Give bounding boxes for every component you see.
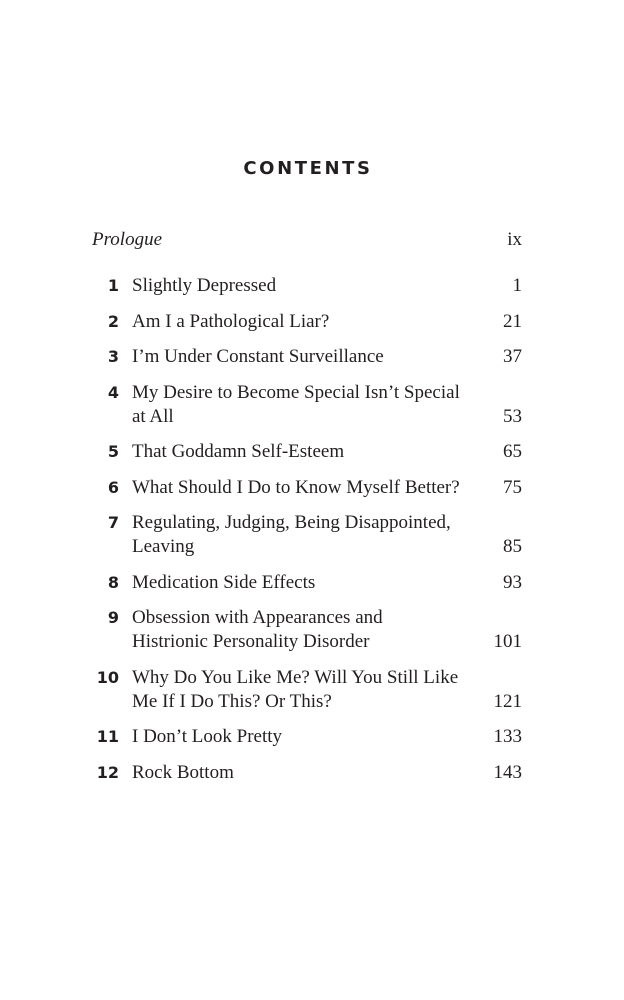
chapter-page-number: 37 xyxy=(503,346,522,367)
chapter-title xyxy=(132,345,484,369)
chapter-page-number: 1 xyxy=(512,275,522,296)
chapter-number: 1 xyxy=(107,276,119,295)
chapter-title xyxy=(132,725,484,749)
chapter-title-line: at All xyxy=(132,405,174,427)
chapter-title-line: Histrionic Personality Disorder xyxy=(132,631,370,652)
chapter-page-number: 133 xyxy=(493,726,522,747)
chapter-title-line: Slightly Depressed xyxy=(132,275,277,296)
toc-entry-chapter[interactable] xyxy=(92,571,524,595)
chapter-title xyxy=(132,310,484,334)
toc-entry-chapter[interactable] xyxy=(92,274,524,298)
chapter-title-line: I Don’t Look Pretty xyxy=(132,726,283,747)
chapter-number: 8 xyxy=(107,572,119,592)
chapter-page-number: 85 xyxy=(503,536,522,557)
chapter-title-line: What Should I Do to Know Myself Better? xyxy=(132,476,460,498)
prologue-page-number: ix xyxy=(507,229,522,250)
chapter-page-number: 121 xyxy=(493,690,522,712)
chapter-title-line: Am I a Pathological Liar? xyxy=(132,310,330,332)
chapter-number: 4 xyxy=(107,382,119,402)
chapter-page-number: 143 xyxy=(493,761,522,783)
contents-heading: CONTENTS xyxy=(243,158,373,179)
chapter-title xyxy=(132,274,484,298)
toc-entry-chapter[interactable] xyxy=(92,381,524,429)
chapter-title xyxy=(132,666,484,714)
chapter-title-line: Rock Bottom xyxy=(132,761,234,783)
chapter-number: 2 xyxy=(107,311,119,331)
chapter-title-line: Medication Side Effects xyxy=(132,571,316,593)
chapter-title-line: Me If I Do This? Or This? xyxy=(132,690,332,712)
chapter-page-number: 101 xyxy=(493,631,522,652)
chapter-page-number: 53 xyxy=(503,405,522,427)
chapter-title-line: Regulating, Judging, Being Disappointed, xyxy=(132,512,451,533)
chapter-number: 10 xyxy=(96,667,119,687)
chapter-number: 11 xyxy=(96,727,119,746)
chapter-title-line: I’m Under Constant Surveillance xyxy=(132,346,384,367)
prologue-title: Prologue xyxy=(92,229,163,250)
chapter-number: 12 xyxy=(96,762,119,782)
chapter-number: 3 xyxy=(107,347,119,366)
chapter-title xyxy=(132,381,484,429)
chapter-title xyxy=(132,571,484,595)
chapter-title xyxy=(132,606,484,654)
toc-entry-chapter[interactable] xyxy=(92,666,524,714)
chapter-title xyxy=(132,761,484,785)
toc-entry-chapter[interactable] xyxy=(92,606,524,654)
chapter-page-number: 93 xyxy=(503,571,522,593)
chapter-title-line: Obsession with Appearances and xyxy=(132,607,383,628)
toc-entry-chapter[interactable] xyxy=(92,345,524,369)
chapter-title-line: Leaving xyxy=(132,536,195,557)
chapter-title-line: Why Do You Like Me? Will You Still Like xyxy=(132,666,459,688)
toc-entry-chapter[interactable] xyxy=(92,476,524,500)
chapter-number: 5 xyxy=(107,442,119,461)
chapter-title-line: My Desire to Become Special Isn’t Special xyxy=(132,381,460,403)
chapter-title xyxy=(132,440,484,464)
toc-entry-chapter[interactable] xyxy=(92,761,524,785)
chapter-page-number: 65 xyxy=(503,441,522,462)
chapter-page-number: 75 xyxy=(503,476,522,498)
toc-entry-chapter[interactable] xyxy=(92,511,524,559)
toc-entry-chapter[interactable] xyxy=(92,440,524,464)
toc-entry-prologue[interactable] xyxy=(92,229,524,253)
chapter-title xyxy=(132,511,484,559)
chapter-number: 7 xyxy=(107,513,119,532)
toc-entry-chapter[interactable] xyxy=(92,310,524,334)
chapter-number: 9 xyxy=(107,608,119,627)
chapter-page-number: 21 xyxy=(503,310,522,332)
chapter-title-line: That Goddamn Self-Esteem xyxy=(132,441,345,462)
chapter-title xyxy=(132,476,484,500)
toc-entry-chapter[interactable] xyxy=(92,725,524,749)
chapter-number: 6 xyxy=(107,477,119,497)
